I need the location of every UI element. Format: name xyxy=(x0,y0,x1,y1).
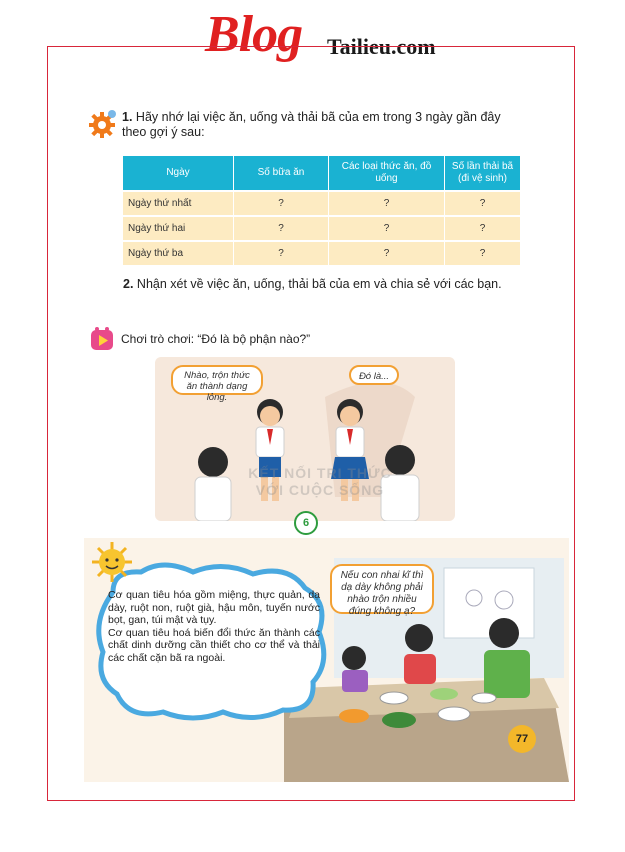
classroom-illustration xyxy=(155,357,455,521)
game-heading xyxy=(88,325,388,355)
play-icon xyxy=(88,325,118,355)
logo-tailieu-text: Tailieu.com xyxy=(327,34,436,59)
activity-1-number: 1. xyxy=(122,110,133,124)
table-cell: ? xyxy=(329,216,445,241)
table-header-row xyxy=(123,156,520,191)
page-number: 77 xyxy=(508,725,536,753)
header-foods: Các loại thức ăn, đồ uống xyxy=(329,156,445,191)
table-row xyxy=(123,191,520,216)
activity-2-prompt: Nhận xét về việc ăn, uống, thải bã của em và chia sẻ với các bạn. xyxy=(136,277,502,291)
digestive-system-summary xyxy=(108,589,320,665)
header-excretion: Số lần thải bã (đi vệ sinh) xyxy=(445,156,521,191)
activity-2 xyxy=(123,277,502,291)
speech-bubble-right: Đó là... xyxy=(349,365,399,385)
figure-number-badge: 6 xyxy=(294,511,318,535)
watermark-line-1: KẾT NỐI TRI THỨC xyxy=(248,465,392,481)
header-day: Ngày xyxy=(123,156,234,191)
activity-1-text xyxy=(122,110,522,140)
table-cell: ? xyxy=(329,191,445,216)
summary-paragraph-1: Cơ quan tiêu hóa gồm miệng, thực quản, dạ dày, ruột non, ruột già, hậu môn, tuyến nước bọt, gan, túi mật và tụy. xyxy=(108,589,320,627)
table-row xyxy=(123,216,520,241)
sun-icon xyxy=(90,540,134,584)
watermark-line-2: VỚI CUỘC SỐNG xyxy=(255,482,385,498)
table-cell: ? xyxy=(329,241,445,265)
gear-icon xyxy=(88,109,118,139)
summary-paragraph-2: Cơ quan tiêu hoá biến đổi thức ăn thành các chất dinh dưỡng cần thiết cho cơ thể và thải các chất cặn bã ra ngoài. xyxy=(108,626,320,664)
speech-bubble-question: Nếu con nhai kĩ thì dạ dày không phải nhào trộn nhiều đúng không ạ? xyxy=(330,564,434,614)
table-cell: ? xyxy=(234,191,329,216)
activity-1-prompt: Hãy nhớ lại việc ăn, uống và thải bã của em trong 3 ngày gần đây theo gợi ý sau: xyxy=(122,110,501,139)
table-cell: ? xyxy=(445,241,521,265)
table-cell: ? xyxy=(445,191,521,216)
table-cell: Ngày thứ nhất xyxy=(123,191,234,216)
table-cell: Ngày thứ ba xyxy=(123,241,234,265)
header-meals: Số bữa ăn xyxy=(234,156,329,191)
speech-bubble-left: Nhào, trộn thức ăn thành dạng lỏng. xyxy=(171,365,263,395)
table-cell: ? xyxy=(445,216,521,241)
activity-2-number: 2. xyxy=(123,277,134,291)
table-cell: ? xyxy=(234,241,329,265)
table-row xyxy=(123,241,520,265)
logo-blog-text: Blog xyxy=(205,6,303,63)
table-cell: Ngày thứ hai xyxy=(123,216,234,241)
publisher-watermark xyxy=(225,465,415,499)
diet-table xyxy=(123,156,520,265)
table-cell: ? xyxy=(234,216,329,241)
game-title: Chơi trò chơi: “Đó là bộ phận nào?” xyxy=(121,332,311,346)
